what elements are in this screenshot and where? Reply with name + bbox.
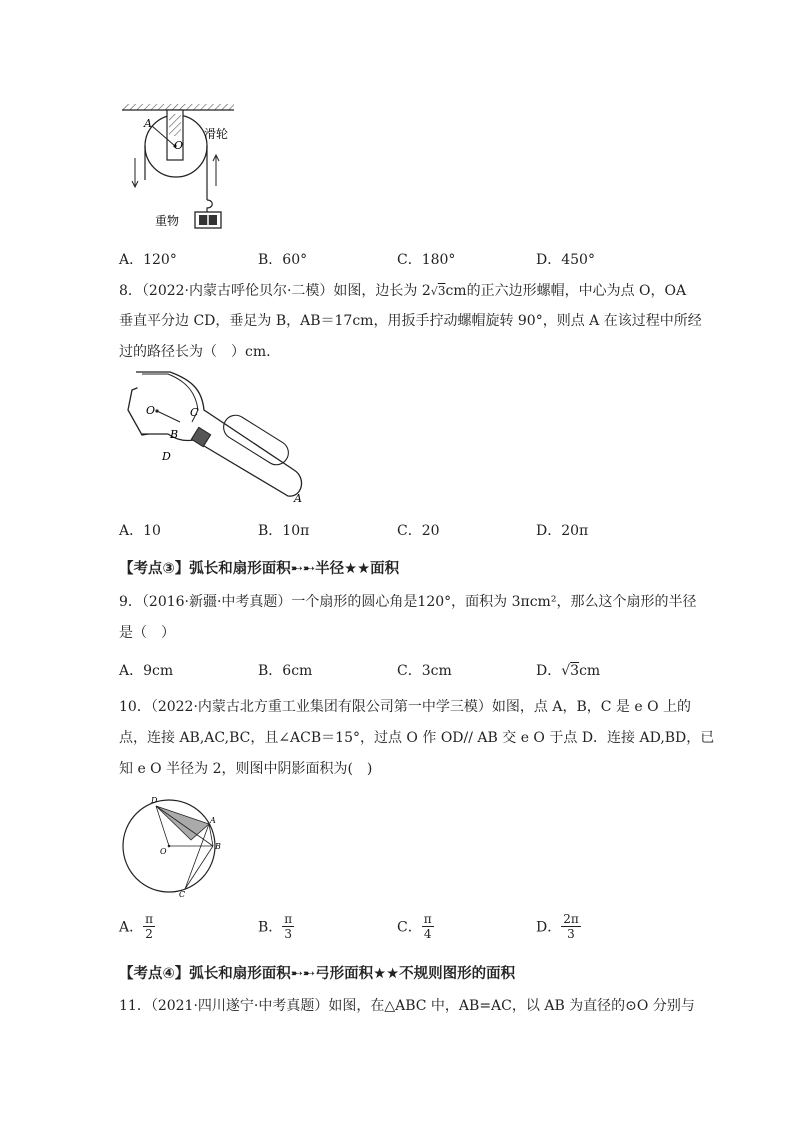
wrench-handle (136, 372, 302, 496)
q8-option-a[interactable]: A．10 (119, 523, 161, 539)
q8-option-c[interactable]: C．20 (397, 523, 440, 539)
point-a-label: A (294, 492, 302, 505)
section-heading-3: 【考点③】弧长和扇形面积➸➸半径★★面积 (119, 561, 400, 577)
q8-options (119, 520, 679, 542)
sqrt-symbol: √ (561, 663, 571, 679)
point-o-label: O (160, 847, 167, 856)
q9-line-2: 是（ ） (119, 625, 175, 641)
q10-option-a[interactable]: A． $\frac{\pi}{2}$ (119, 912, 154, 941)
point-a-label: A (210, 816, 216, 825)
section-heading-4: 【考点④】弧长和扇形面积➸➸弓形面积★★不规则图形的面积 (119, 966, 516, 982)
q7-option-a[interactable]: A．120° (119, 252, 177, 268)
q9-option-a[interactable]: A．9cm (119, 663, 174, 679)
q10-line-3: 知 e O 半径为 2，则图中阴影面积为( ) (119, 761, 373, 777)
point-o-label: O (146, 404, 156, 417)
q10-line-2: 点，连接 AB,AC,BC，且∠ACB＝15°，过点 O 作 OD// AB 交 e O 于点 D．连接 AD,BD，已 (119, 730, 715, 746)
q10-options (119, 912, 679, 948)
q10-option-c[interactable]: C． $\frac{\pi}{4}$ (397, 912, 432, 941)
q9-option-b[interactable]: B．6cm (258, 663, 313, 679)
point-c-label: C (179, 890, 186, 899)
hook-icon (207, 200, 212, 212)
q8-option-d[interactable]: D．20π (536, 523, 589, 539)
wrench-figure (122, 370, 312, 505)
q7-option-b[interactable]: B．60° (258, 252, 308, 268)
pulley-figure (118, 100, 238, 235)
sqrt-symbol: √ (430, 285, 438, 298)
q9-line-1: 9．（2016·新疆·中考真题）一个扇形的圆心角是120°，面积为 3πcm²，那么这个扇形的半径 (119, 594, 697, 610)
point-b-label: B (215, 842, 221, 851)
circle-figure (118, 793, 230, 899)
point-d-label: D (162, 450, 171, 463)
down-arrow-icon (132, 158, 138, 187)
q7-option-d[interactable]: D．450° (536, 252, 595, 268)
q9-option-c[interactable]: C．3cm (397, 663, 452, 679)
point-a-label: A (144, 117, 152, 130)
q10-option-b[interactable]: B． $\frac{\pi}{3}$ (258, 912, 293, 941)
point-b-label: B (170, 428, 179, 441)
point-c-label: C (190, 406, 199, 419)
q10-option-d[interactable]: D． $\frac{2\pi}{3}$ (536, 912, 579, 941)
q11-line-1: 11．（2021·四川遂宁·中考真题）如图，在△ABC 中，AB=AC，以 AB 为直径的⊙O 分别与 (119, 998, 695, 1014)
q8-line-3: 过的路径长为（ ）cm. (119, 344, 271, 360)
weight-icon (195, 212, 221, 228)
q9-option-d[interactable]: D．√3cm (536, 663, 601, 679)
weight-label: 重物 (155, 214, 180, 228)
q10-line-1: 10．（2022·内蒙古北方重工业集团有限公司第一中学三模）如图，点 A，B，C 是 e O 上的 (119, 699, 692, 715)
point-d-label: D (151, 796, 158, 805)
q9-options (119, 660, 679, 682)
pulley-label: 滑轮 (204, 127, 229, 141)
q8-option-b[interactable]: B．10π (258, 523, 310, 539)
q8-line-2: 垂直平分边 CD，垂足为 B，AB＝17cm，用扳手拧动螺帽旋转 90°，则点 A 在该过程中所经 (119, 313, 702, 329)
up-arrow-icon (213, 155, 219, 186)
point-o-label: O (174, 139, 184, 152)
q7-option-c[interactable]: C．180° (397, 252, 456, 268)
q7-options (119, 249, 679, 271)
ceiling (122, 104, 234, 110)
q8-line-1: 8．（2022·内蒙古呼伦贝尔·二模）如图，边长为 2√3cm的正六边形螺帽，中心为点 O，OA (119, 283, 687, 299)
